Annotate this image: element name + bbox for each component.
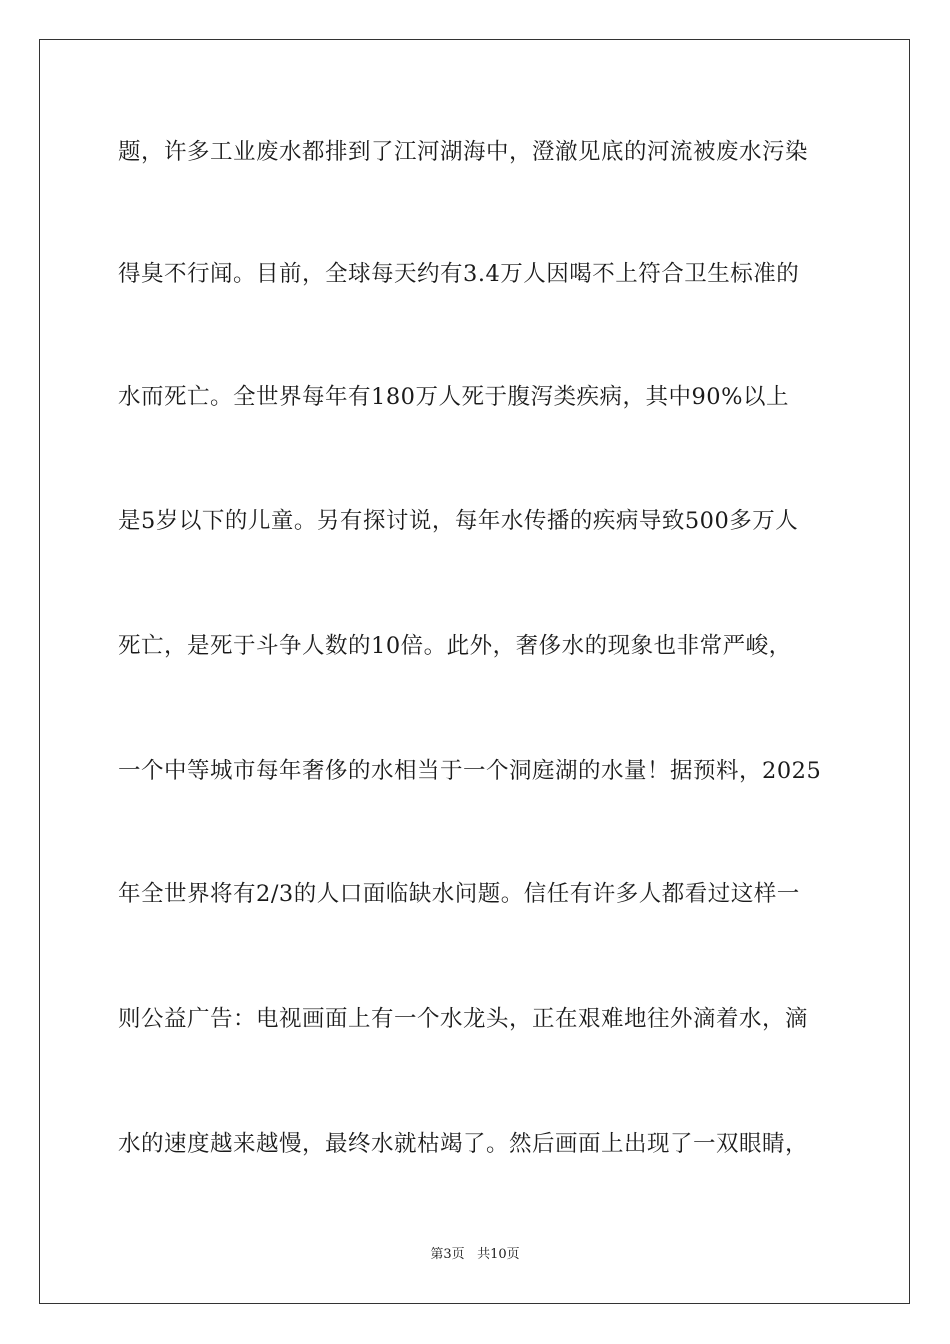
page-footer bbox=[0, 1246, 950, 1264]
body-text-line-2: 得臭不行闻。目前，全球每天约有3.4万人因喝不上符合卫生标准的 bbox=[118, 261, 800, 287]
body-text-line-1: 题，许多工业废水都排到了江河湖海中，澄澈见底的河流被废水污染 bbox=[118, 139, 809, 165]
body-text-line-5: 死亡，是死于斗争人数的10倍。此外，奢侈水的现象也非常严峻， bbox=[118, 633, 792, 659]
body-text-line-3: 水而死亡。全世界每年有180万人死于腹泻类疾病，其中90%以上 bbox=[118, 384, 789, 410]
page-number-label: 第3页 bbox=[430, 1247, 465, 1262]
body-text-line-8: 则公益广告：电视画面上有一个水龙头，正在艰难地往外滴着水，滴 bbox=[118, 1006, 809, 1032]
body-text-line-7: 年全世界将有2/3的人口面临缺水问题。信任有许多人都看过这样一 bbox=[118, 881, 800, 907]
body-text-line-9: 水的速度越来越慢，最终水就枯竭了。然后画面上出现了一双眼睛， bbox=[118, 1131, 809, 1157]
body-text-line-4: 是5岁以下的儿童。另有探讨说，每年水传播的疾病导致500多万人 bbox=[118, 508, 799, 534]
body-text-line-6: 一个中等城市每年奢侈的水相当于一个洞庭湖的水量！据预料，2025 bbox=[118, 758, 822, 784]
page-total-label: 共10页 bbox=[477, 1247, 520, 1262]
page-border bbox=[39, 39, 910, 1304]
